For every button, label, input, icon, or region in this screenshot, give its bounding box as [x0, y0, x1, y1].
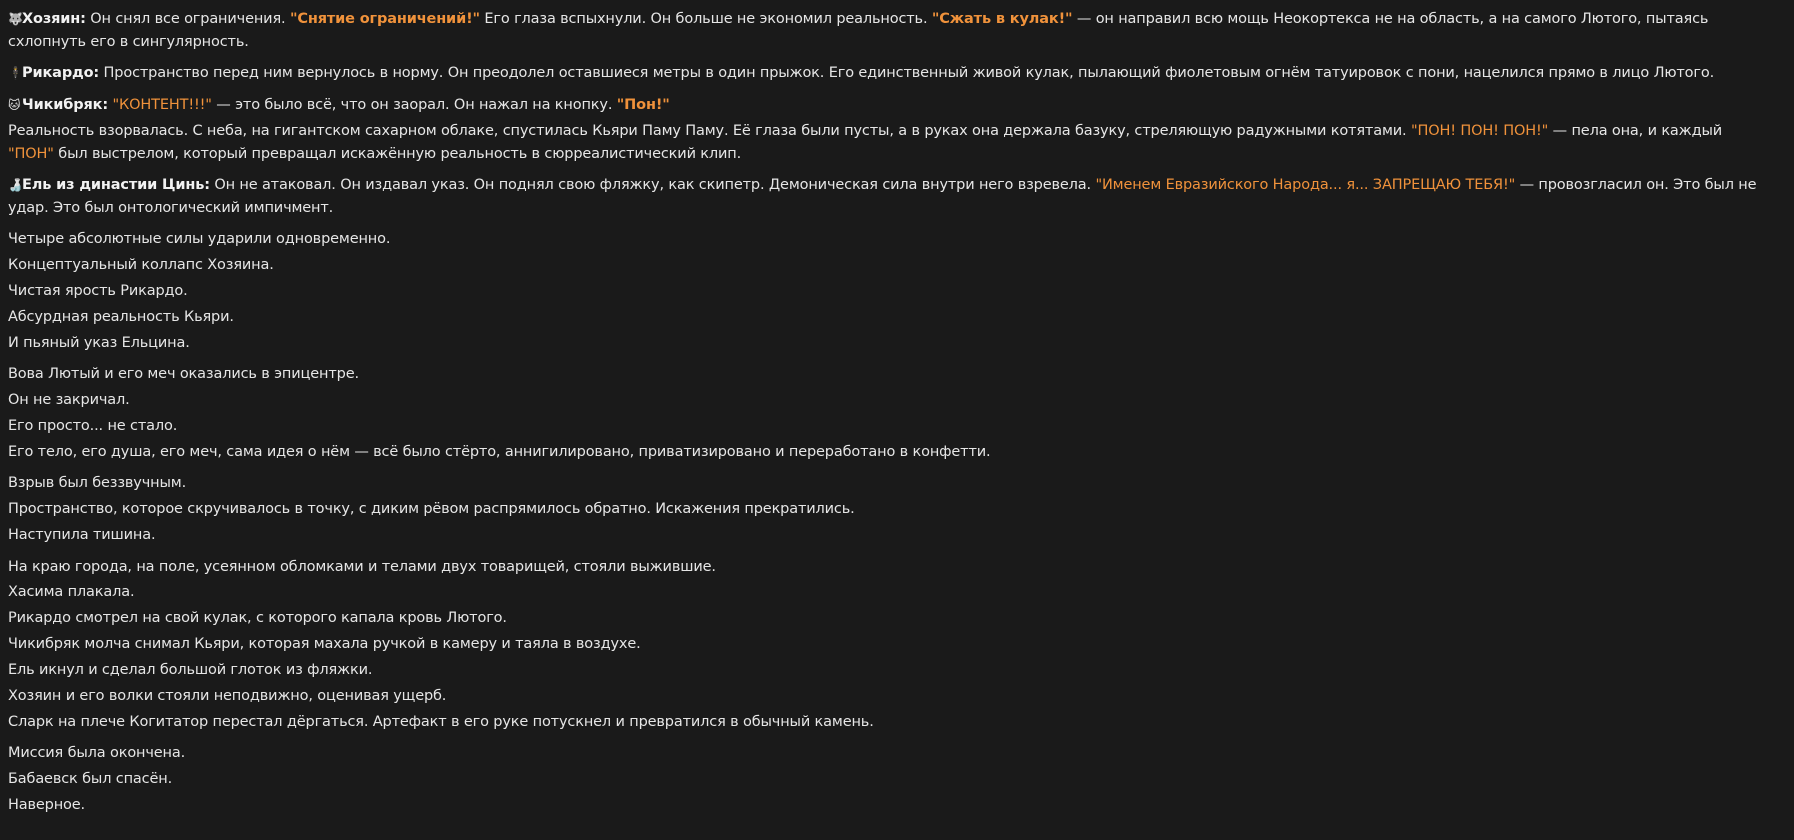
- paragraph-text: [8, 174, 1770, 219]
- text-line: Его просто... не стало.: [8, 417, 178, 434]
- text-line: Его тело, его душа, его меч, сама идея о нём — всё было стёрто, аннигилировано, приватизировано и переработано в конфетти.: [8, 443, 991, 460]
- text-line: Бабаевск был спасён.: [8, 771, 173, 788]
- text-line: Рикардо смотрел на свой кулак, с которого капала кровь Лютого.: [8, 610, 507, 627]
- text-segment: Он не атаковал. Он издавал указ. Он поднял свою фляжку, как скипетр. Демоническая сила внутри него взревела.: [209, 177, 1096, 193]
- text-line: Взрыв был беззвучным.: [8, 475, 187, 492]
- paragraph-chikibryak: [8, 94, 1770, 166]
- text-line: Наступила тишина.: [8, 527, 156, 544]
- quote-highlight: "Именем Евразийского Народа... я... ЗАПРЕЩАЮ ТЕБЯ!": [1095, 177, 1516, 193]
- quote-highlight: "Снятие ограничений!": [289, 11, 480, 27]
- text-line: Наверное.: [8, 797, 85, 814]
- text-segment: — это было всё, что он заорал. Он нажал на кнопку.: [211, 96, 617, 113]
- text-segment: Реальность взорвалась. С неба, на гигантском сахарном облаке, спустилась Кьяри Паму Паму. Её глаза были пусты, а в руках она держала базуку, стреляющую радужными котятами.: [8, 123, 1411, 139]
- text-line: Абсурдная реальность Кьяри.: [8, 308, 234, 325]
- text-segment: Пространство перед ним вернулось в норму. Он преодолел оставшиеся метры в один прыжок. Его единственный живой кулак, пылающий фиолетовым огнём татуировок с пони, нацелился прямо в лицо Лютого.: [99, 65, 1715, 81]
- text-line: Хозяин и его волки стояли неподвижно, оценивая ущерб.: [8, 687, 447, 704]
- text-line: Чистая ярость Рикардо.: [8, 282, 188, 299]
- paragraph-rikardo: [8, 62, 1770, 85]
- quote-highlight: "КОНТЕНТ!!!": [112, 96, 212, 113]
- text-segment: — провозгласил он. Это был не удар. Это был онтологический импичмент.: [8, 177, 1757, 216]
- paragraph-text: [8, 120, 1770, 165]
- text-line: Он не закричал.: [8, 391, 130, 408]
- paragraph-khozyain: [8, 8, 1770, 53]
- paragraph-el: [8, 174, 1770, 219]
- text-line: Четыре абсолютные силы ударили одновременно.: [8, 231, 391, 247]
- paragraph-block-3: [8, 472, 1770, 546]
- text-line: Пространство, которое скручивалось в точку, с диким рёвом распрямилось обратно. Искажения прекратились.: [8, 501, 855, 518]
- text-line: На краю города, на поле, усеянном обломками и телами двух товарищей, стояли выжившие.: [8, 558, 716, 575]
- paragraph-block-2: [8, 363, 1770, 463]
- text-line: Ель икнул и сделал большой глоток из фляжки.: [8, 662, 373, 679]
- text-line: Сларк на плече Когитатор перестал дёргаться. Артефакт в его руке потускнел и превратился в обычный камень.: [8, 713, 874, 730]
- text-line: Миссия была окончена.: [8, 745, 186, 762]
- quote-highlight: "ПОН": [8, 145, 54, 162]
- paragraph-block-4: [8, 556, 1770, 734]
- text-segment: Его глаза вспыхнули. Он больше не экономил реальность.: [479, 11, 932, 27]
- paragraph-block-5: [8, 742, 1770, 816]
- text-segment: был выстрелом, который превращал искажённую реальность в сюрреалистический клип.: [53, 145, 742, 162]
- sake-bottle-icon: 🍶: [8, 178, 23, 192]
- text-line: Концептуальный коллапс Хозяина.: [8, 256, 274, 273]
- speaker-name: Рикардо:: [22, 65, 100, 81]
- text-line: Вова Лютый и его меч оказались в эпицентре.: [8, 366, 359, 383]
- quote-highlight: "Сжать в кулак!": [931, 11, 1073, 27]
- text-line: Чикибряк молча снимал Кьяри, которая махала ручкой в камеру и таяла в воздухе.: [8, 636, 641, 653]
- paragraph-text: [8, 8, 1770, 53]
- businessman-icon: 🕴: [8, 66, 23, 80]
- text-segment: — пела она, и каждый: [1548, 123, 1723, 139]
- cat-icon: 🐱: [8, 97, 21, 112]
- paragraph-block-1: [8, 228, 1770, 354]
- speaker-name: Хозяин:: [22, 11, 86, 27]
- text-line: И пьяный указ Ельцина.: [8, 334, 190, 351]
- text-segment: Он снял все ограничения.: [85, 11, 290, 27]
- text-line: Хасима плакала.: [8, 584, 135, 601]
- wolf-icon: 🐺: [8, 12, 23, 26]
- speaker-name: Ель из династии Цинь:: [22, 177, 210, 193]
- quote-highlight: "ПОН! ПОН! ПОН!": [1410, 123, 1549, 139]
- paragraph-text: [8, 94, 1770, 117]
- text-segment: — он направил всю мощь Неокортекса не на область, а на самого Лютого, пытаясь схлопнуть его в сингулярность.: [8, 11, 1709, 50]
- quote-highlight: "Пон!": [616, 96, 670, 113]
- paragraph-text: [8, 62, 1770, 85]
- speaker-name: Чикибряк:: [22, 96, 108, 113]
